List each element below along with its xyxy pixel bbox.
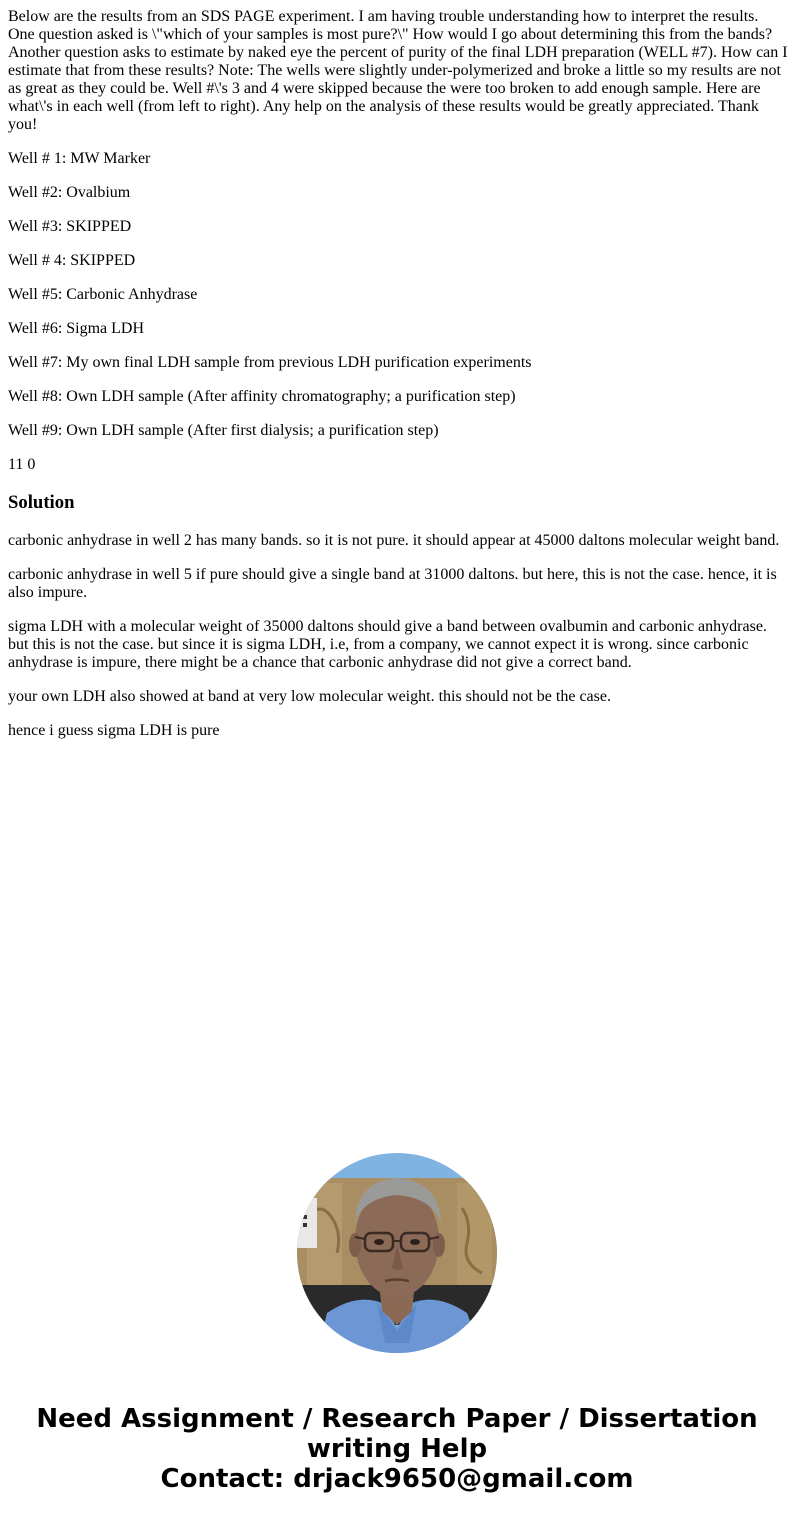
solution-body	[8, 532, 788, 740]
well-item: Well #9: Own LDH sample (After first dialysis; a purification step)	[8, 422, 439, 439]
author-avatar	[297, 1153, 497, 1353]
vote-count: 11 0	[8, 456, 36, 473]
solution-paragraph: carbonic anhydrase in well 2 has many bands. so it is not pure. it should appear at 45000 daltons molecular weight band.	[8, 532, 780, 549]
well-item: Well #2: Ovalbium	[8, 184, 131, 201]
well-item: Well # 4: SKIPPED	[8, 252, 136, 269]
question-text: Below are the results from an SDS PAGE experiment. I am having trouble understanding how to interpret the results. One question asked is \"which of your samples is most pure?\" How would I go about determining this from the bands? Another question asks to estimate by naked eye the percent of purity of the final LDH preparation (WELL #7). How can I estimate that from these results? Note: The wells were slightly under-polymerized and broke a little so my results are not as great as they could be. Well #\'s 3 and 4 were skipped because the were too broken to add enough sample. Here are what\'s in each well (from left to right). Any help on the analysis of these results would be greatly appreciated. Thank you!	[8, 8, 788, 133]
promo-banner	[0, 1404, 794, 1494]
document-content	[8, 8, 788, 756]
well-item: Well #8: Own LDH sample (After affinity chromatography; a purification step)	[8, 388, 516, 405]
well-item: Well #5: Carbonic Anhydrase	[8, 286, 198, 303]
well-item: Well #6: Sigma LDH	[8, 320, 145, 337]
well-item: Well #7: My own final LDH sample from previous LDH purification experiments	[8, 354, 532, 371]
well-list	[8, 150, 788, 440]
promo-contact: Contact: drjack9650@gmail.com	[160, 1464, 634, 1494]
solution-paragraph: sigma LDH with a molecular weight of 35000 daltons should give a band between ovalbumin and carbonic anhydrase. but this is not the case. but since it is sigma LDH, i.e, from a company, we cannot expect it is wrong. since carbonic anhydrase is impure, there might be a chance that carbonic anhydrase did not give a correct band.	[8, 618, 767, 671]
solution-heading: Solution	[8, 492, 75, 513]
solution-paragraph: carbonic anhydrase in well 5 if pure should give a single band at 31000 daltons. but here, this is not the case. hence, it is also impure.	[8, 566, 777, 601]
well-item: Well # 1: MW Marker	[8, 150, 151, 167]
solution-paragraph: hence i guess sigma LDH is pure	[8, 722, 220, 739]
promo-line-2: writing Help	[306, 1434, 488, 1464]
solution-paragraph: your own LDH also showed at band at very low molecular weight. this should not be the case.	[8, 688, 611, 705]
well-item: Well #3: SKIPPED	[8, 218, 132, 235]
promo-line-1: Need Assignment / Research Paper / Dissertation	[36, 1404, 758, 1434]
author-photo-icon	[297, 1153, 497, 1353]
